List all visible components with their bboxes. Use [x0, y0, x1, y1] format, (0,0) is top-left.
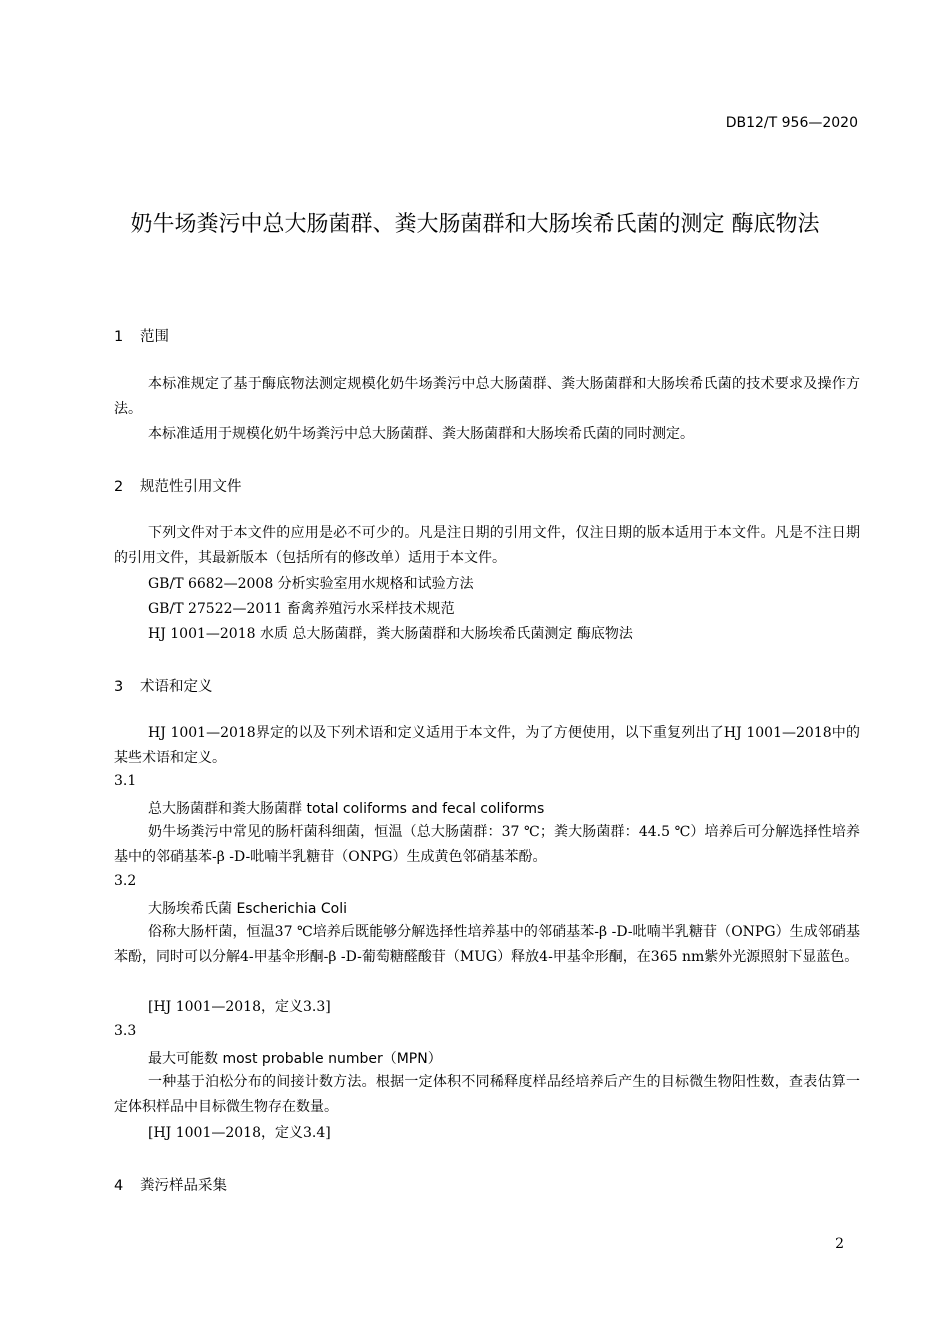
section-title: 术语和定义: [140, 679, 213, 695]
section-title: 范围: [140, 329, 169, 345]
section-2-heading: [114, 475, 242, 496]
term-title: 总大肠菌群和粪大肠菌群 total coliforms and fecal coliforms: [148, 801, 545, 817]
term-definition: 一种基于泊松分布的间接计数方法。根据一定体积不同稀释度样品经培养后产生的目标微生物阳性数，查表估算一定体积样品中目标微生物存在数量。: [114, 1074, 860, 1115]
section-number: 2: [114, 479, 124, 495]
section-title: 规范性引用文件: [140, 479, 242, 495]
clause-number: 3.1: [114, 773, 137, 789]
term-source: [HJ 1001—2018，定义3.4]: [148, 1125, 331, 1141]
term-definition: 俗称大肠杆菌，恒温37 ℃培养后既能够分解选择性培养基中的邻硝基苯-β -D-吡喃半乳糖苷（ONPG）生成邻硝基苯酚，同时可以分解4-甲基伞形酮-β -D-葡萄糖醛酸苷（MUG）释放4-甲基伞形酮，在365 nm紫外光源照射下显蓝色。: [114, 924, 860, 965]
term-source: [HJ 1001—2018，定义3.3]: [148, 999, 331, 1015]
section-1-heading: [114, 325, 169, 346]
paragraph: 下列文件对于本文件的应用是必不可少的。凡是注日期的引用文件，仅注日期的版本适用于本文件。凡是不注日期的引用文件，其最新版本（包括所有的修改单）适用于本文件。: [114, 525, 860, 566]
term-title: 大肠埃希氏菌 Escherichia Coli: [148, 901, 348, 917]
section-number: 1: [114, 329, 124, 345]
paragraph: HJ 1001—2018界定的以及下列术语和定义适用于本文件，为了方便使用，以下重复列出了HJ 1001—2018中的某些术语和定义。: [114, 725, 860, 766]
reference-item: HJ 1001—2018 水质 总大肠菌群，粪大肠菌群和大肠埃希氏菌测定 酶底物法: [148, 626, 633, 642]
page-number: 2: [835, 1236, 844, 1252]
reference-item: GB/T 6682—2008 分析实验室用水规格和试验方法: [148, 576, 474, 592]
paragraph: 本标准规定了基于酶底物法测定规模化奶牛场粪污中总大肠菌群、粪大肠菌群和大肠埃希氏菌的技术要求及操作方法。: [114, 376, 860, 417]
reference-item: GB/T 27522—2011 畜禽养殖污水采样技术规范: [148, 601, 455, 617]
section-3-heading: [114, 675, 213, 696]
section-4-heading: [114, 1174, 227, 1195]
document-title: 奶牛场粪污中总大肠菌群、粪大肠菌群和大肠埃希氏菌的测定 酶底物法: [130, 212, 820, 237]
term-title: 最大可能数 most probable number（MPN）: [148, 1051, 442, 1067]
section-number: 4: [114, 1178, 124, 1194]
section-number: 3: [114, 679, 124, 695]
document-code: DB12/T 956—2020: [725, 115, 858, 131]
paragraph: 本标准适用于规模化奶牛场粪污中总大肠菌群、粪大肠菌群和大肠埃希氏菌的同时测定。: [148, 426, 694, 442]
section-title: 粪污样品采集: [140, 1178, 227, 1194]
clause-number: 3.2: [114, 873, 137, 889]
clause-number: 3.3: [114, 1023, 137, 1039]
term-definition: 奶牛场粪污中常见的肠杆菌科细菌，恒温（总大肠菌群：37 ℃；粪大肠菌群：44.5 ℃）培养后可分解选择性培养基中的邻硝基苯-β -D-吡喃半乳糖苷（ONPG）生成黄色邻硝基苯酚。: [114, 824, 860, 865]
